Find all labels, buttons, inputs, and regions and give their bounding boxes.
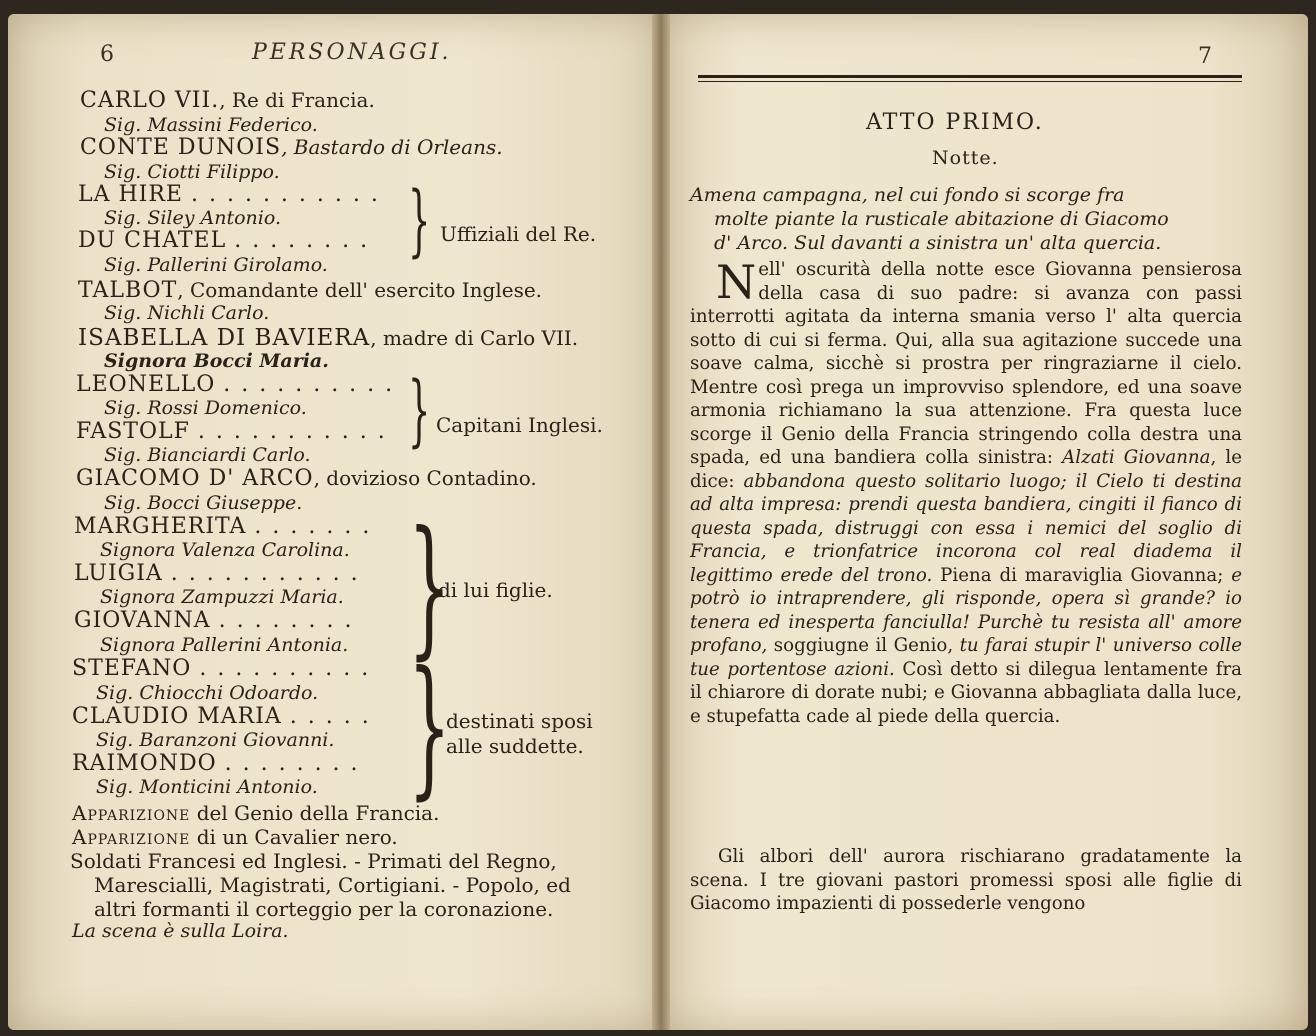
cast-actor: Signora Pallerini Antonia.	[100, 634, 349, 656]
extras-line: Soldati Francesi ed Inglesi. - Primati del Regno,	[70, 849, 557, 873]
page-number-left: 6	[100, 42, 114, 67]
brace-label: destinati sposi alle suddette.	[446, 709, 593, 758]
header-rule-thin	[698, 81, 1242, 82]
cast-role: LUIGIA . . . . . . . . . . .	[74, 561, 360, 586]
running-head: PERSONAGGI.	[252, 40, 452, 65]
brace: }	[408, 640, 451, 814]
extras-line: altri formanti il corteggio per la coronazione.	[94, 897, 554, 921]
cast-actor: Sig. Massini Federico.	[104, 114, 318, 136]
page-number-right: 7	[1198, 44, 1212, 69]
header-rule	[698, 75, 1242, 78]
cast-role: MARGHERITA . . . . . . .	[74, 514, 372, 539]
cast-role: TALBOT, Comandante dell' esercito Inglese.	[78, 278, 543, 303]
apparizione-line: Apparizione del Genio della Francia.	[72, 801, 440, 825]
brace: }	[408, 176, 431, 266]
cast-role: STEFANO . . . . . . . . . .	[72, 656, 371, 681]
cast-actor: Sig. Nichli Carlo.	[104, 302, 270, 324]
brace-label: Capitani Inglesi.	[436, 413, 603, 437]
cast-actor: Sig. Ciotti Filippo.	[104, 161, 280, 183]
cast-actor: Sig. Pallerini Girolamo.	[104, 254, 328, 276]
apparizione-line: Apparizione di un Cavalier nero.	[72, 825, 398, 849]
stage-direction: Amena campagna, nel cui fondo si scorge fra molte piante la rusticale abitazione di Giacomo d' Arco. Sul davanti a sinistra un' alta quercia.	[690, 184, 1169, 254]
paragraph-2: Gli albori dell' aurora rischiarano gradatamente la scena. I tre giovani pastori promessi sposi alle figlie di Giacomo impazienti di possederle vengono	[690, 846, 1242, 914]
cast-role: ISABELLA DI BAVIERA, madre di Carlo VII.	[78, 325, 579, 351]
brace: }	[408, 500, 451, 674]
scene-note: La scena è sulla Loira.	[72, 920, 289, 942]
paragraph-1: Nell' oscurità della notte esce Giovanna pensierosa della casa di suo padre: si avanza con passi interrotti agitata da interna smania verso l' alta quercia sotto di cui si ferma. Qui, alla sua agitazione succede una soave calma, sicchè si prostra per ringraziarne il cielo. Mentre così prega un improvviso splendore, ed una soave armonia richiamano la sua attenzione. Fra questa luce scorge il Genio della Francia stringendo colla destra una spada, ed una bandiera colla sinistra: Alzati Giovanna, le dice: abbandona questo solitario luogo; il Cielo ti destina ad alta impresa: prendi questa bandiera, cingiti il fianco di questa spada, distruggi con essa i nemici del soglio di Francia, e trionfatrice incorona col real diadema il legittimo erede del trono. Piena di maraviglia Giovanna; e potrò io intraprendere, gli risponde, opera sì grande? io tenera ed inesperta fanciulla! Purchè tu resista all' amore profano, soggiugne il Genio, tu farai stupir l' universo colle tue portentose azioni. Così detto si dilegua lentamente fra il chiarore di dorate nubi; e Giovanna abbagliata dalla luce, e stupefatta cade al piede della quercia.	[690, 255, 1243, 727]
cast-role: LA HIRE . . . . . . . . . . .	[78, 182, 380, 207]
cast-role: RAIMONDO . . . . . . . .	[72, 751, 360, 776]
cast-actor: Signora Valenza Carolina.	[100, 539, 350, 561]
cast-actor: Signora Zampuzzi Maria.	[100, 586, 344, 608]
act-time: Notte.	[932, 147, 999, 169]
cast-role: CLAUDIO MARIA . . . . .	[72, 704, 371, 729]
brace-label: di lui figlie.	[438, 578, 553, 602]
cast-role: FASTOLF . . . . . . . . . . .	[76, 419, 387, 444]
brace-label: Uffiziali del Re.	[440, 222, 597, 246]
cast-role: LEONELLO . . . . . . . . . .	[76, 372, 395, 397]
cast-actor: Sig. Chiocchi Odoardo.	[96, 682, 319, 704]
brace: }	[408, 366, 431, 456]
extras-line: Marescialli, Magistrati, Cortigiani. - Popolo, ed	[94, 873, 571, 897]
cast-actor: Sig. Rossi Domenico.	[104, 397, 307, 419]
cast-actor: Sig. Baranzoni Giovanni.	[96, 729, 335, 751]
cast-role: GIOVANNA . . . . . . . .	[74, 608, 354, 633]
book-gutter	[652, 14, 670, 1030]
act-title: ATTO PRIMO.	[866, 110, 1044, 135]
cast-actor: Signora Bocci Maria.	[104, 350, 329, 372]
cast-role: CONTE DUNOIS, Bastardo di Orleans.	[80, 135, 503, 160]
cast-actor: Sig. Siley Antonio.	[104, 207, 282, 229]
drop-cap: N	[716, 255, 757, 309]
cast-role: GIACOMO D' ARCO, dovizioso Contadino.	[76, 466, 537, 491]
cast-actor: Sig. Bocci Giuseppe.	[104, 492, 303, 514]
cast-role: CARLO VII., Re di Francia.	[80, 88, 375, 113]
cast-actor: Sig. Monticini Antonio.	[96, 776, 318, 798]
cast-actor: Sig. Bianciardi Carlo.	[104, 444, 311, 466]
cast-role: DU CHATEL . . . . . . . .	[78, 228, 370, 253]
